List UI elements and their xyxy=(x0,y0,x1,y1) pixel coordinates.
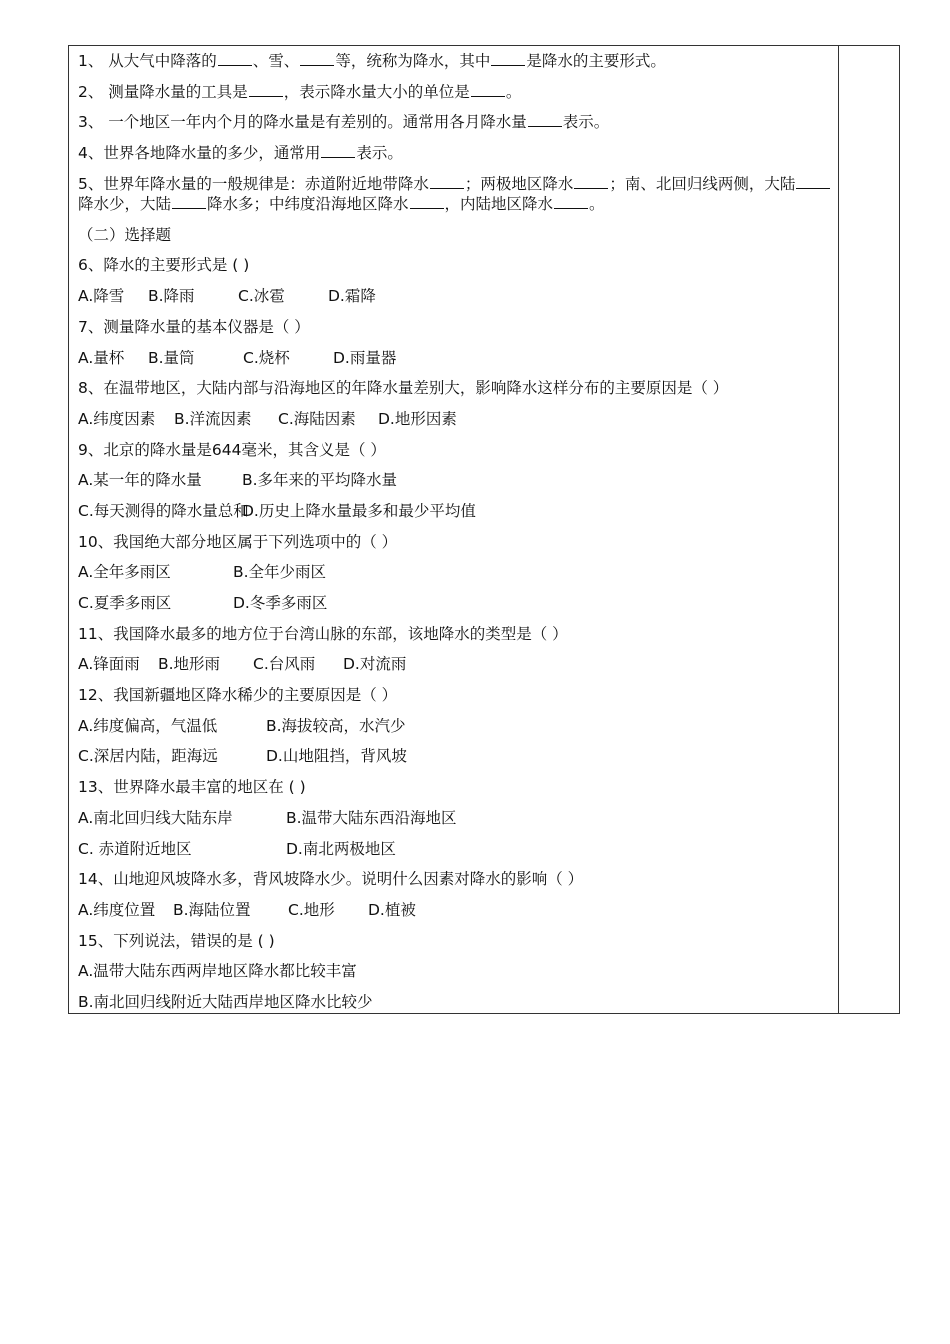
fill-in-section xyxy=(78,46,834,220)
choice-options-row xyxy=(78,404,834,435)
answer-blank[interactable] xyxy=(172,194,206,209)
choice-options-row xyxy=(78,987,834,1018)
question-text: 1、 从大气中降落的 xyxy=(78,52,217,70)
answer-blank[interactable] xyxy=(471,82,505,97)
choice-option[interactable]: A.降雪 xyxy=(78,287,125,306)
choice-option[interactable]: C.每天测得的降水量总和 xyxy=(78,501,249,520)
choice-option[interactable]: C.烧杯 xyxy=(243,348,290,367)
choice-option[interactable]: B.多年来的平均降水量 xyxy=(242,471,398,490)
choice-options-row xyxy=(78,281,834,312)
choice-option[interactable]: D.雨量器 xyxy=(333,348,397,367)
question-text: 5、世界年降水量的一般规律是：赤道附近地带降水 xyxy=(78,174,429,193)
choice-option[interactable]: B.海拔较高，水汽少 xyxy=(266,716,406,735)
choice-option[interactable]: B.洋流因素 xyxy=(174,409,252,428)
choice-option[interactable]: B.量筒 xyxy=(148,348,195,367)
question-text: 表示。 xyxy=(562,113,610,132)
choice-options-row xyxy=(78,557,834,588)
choice-option[interactable]: D.山地阻挡，背风坡 xyxy=(266,747,407,766)
choice-option[interactable]: C.深居内陆，距海远 xyxy=(78,747,218,766)
choice-option[interactable]: D.南北两极地区 xyxy=(286,839,396,858)
fill-in-question xyxy=(78,169,834,220)
section-title: （二）选择题 xyxy=(78,225,172,244)
answer-blank[interactable] xyxy=(218,51,252,66)
choice-option[interactable]: D.地形因素 xyxy=(378,409,457,428)
choice-option[interactable]: A.温带大陆东西两岸地区降水都比较丰富 xyxy=(78,962,357,981)
answer-blank[interactable] xyxy=(528,112,562,127)
question-text: ；南、北回归线两侧，大陆 xyxy=(609,174,796,193)
fill-in-question xyxy=(78,46,834,77)
answer-blank[interactable] xyxy=(321,143,355,158)
choice-question: 14、山地迎风坡降水多，背风坡降水少。说明什么因素对降水的影响（ ） xyxy=(78,870,584,889)
choice-option[interactable]: D.对流雨 xyxy=(343,655,407,674)
choice-option[interactable]: B.地形雨 xyxy=(158,655,221,674)
answer-blank[interactable] xyxy=(491,51,525,66)
choice-option[interactable]: A.南北回归线大陆东岸 xyxy=(78,808,233,827)
choice-option[interactable]: A.全年多雨区 xyxy=(78,563,171,582)
choice-option[interactable]: C.地形 xyxy=(288,900,335,919)
question-text: 2、 测量降水量的工具是 xyxy=(78,82,248,101)
choice-option[interactable]: C. 赤道附近地区 xyxy=(78,839,192,858)
choice-options-row xyxy=(78,649,834,680)
choice-option[interactable]: B.温带大陆东西沿海地区 xyxy=(286,808,457,827)
choice-options-row xyxy=(78,803,834,834)
question-text: 是降水的主要形式。 xyxy=(526,52,666,70)
answer-blank[interactable] xyxy=(796,174,830,189)
fill-in-question xyxy=(78,138,834,169)
choice-options-row xyxy=(78,343,834,374)
choice-options-row xyxy=(78,588,834,619)
answer-blank[interactable] xyxy=(574,174,608,189)
choice-question: 10、我国绝大部分地区属于下列选项中的（ ） xyxy=(78,532,398,551)
fill-in-question xyxy=(78,77,834,108)
choice-option[interactable]: A.某一年的降水量 xyxy=(78,471,202,490)
choice-option[interactable]: A.纬度因素 xyxy=(78,409,156,428)
choice-option[interactable]: A.纬度偏高，气温低 xyxy=(78,716,218,735)
question-text: 3、 一个地区一年内个月的降水量是有差别的。通常用各月降水量 xyxy=(78,113,527,132)
question-text: 等，统称为降水，其中 xyxy=(335,52,491,70)
choice-option[interactable]: D.冬季多雨区 xyxy=(233,594,328,612)
choice-question: 13、世界降水最丰富的地区在 ( ) xyxy=(78,778,306,797)
answer-blank[interactable] xyxy=(430,174,464,189)
choice-options-row xyxy=(78,465,834,496)
question-text: ，内陆地区降水 xyxy=(444,194,554,213)
worksheet-content xyxy=(78,46,834,1018)
choice-options-row xyxy=(78,956,834,987)
answer-blank[interactable] xyxy=(249,82,283,97)
question-text: 。 xyxy=(505,82,522,101)
choice-option[interactable]: C.台风雨 xyxy=(253,655,316,674)
question-text: 降水多；中纬度沿海地区降水 xyxy=(207,194,409,213)
choice-question: 11、我国降水最多的地方位于台湾山脉的东部，该地降水的类型是（ ） xyxy=(78,624,568,643)
fill-in-question xyxy=(78,107,834,138)
choice-question: 8、在温带地区，大陆内部与沿海地区的年降水量差别大，影响降水这样分布的主要原因是（ ） xyxy=(78,379,729,398)
choice-option[interactable]: C.海陆因素 xyxy=(278,409,356,428)
choice-question: 7、测量降水量的基本仪器是（ ） xyxy=(78,317,310,336)
choice-question: 9、北京的降水量是644毫米，其含义是（ ） xyxy=(78,440,386,459)
choice-option[interactable]: D.历史上降水量最多和最少平均值 xyxy=(242,501,476,520)
choice-option[interactable]: A.锋面雨 xyxy=(78,655,140,674)
answer-blank[interactable] xyxy=(410,194,444,209)
question-text: 表示。 xyxy=(356,144,403,163)
choice-option[interactable]: C.夏季多雨区 xyxy=(78,594,172,612)
choice-option[interactable]: D.霜降 xyxy=(328,287,376,306)
answer-blank[interactable] xyxy=(554,194,588,209)
choice-option[interactable]: D.植被 xyxy=(368,900,416,919)
choice-options-row xyxy=(78,496,834,527)
multiple-choice-section xyxy=(78,250,834,1017)
choice-option[interactable]: A.量杯 xyxy=(78,348,125,367)
question-text: ；两极地区降水 xyxy=(464,174,574,193)
choice-option[interactable]: B.海陆位置 xyxy=(173,900,251,919)
choice-option[interactable]: B.降雨 xyxy=(148,287,195,306)
choice-options-row xyxy=(78,711,834,742)
choice-option[interactable]: A.纬度位置 xyxy=(78,900,156,919)
choice-question: 12、我国新疆地区降水稀少的主要原因是（ ） xyxy=(78,686,398,705)
question-text: 4、世界各地降水量的多少，通常用 xyxy=(78,144,321,163)
question-text: 、雪、 xyxy=(252,52,300,70)
choice-options-row xyxy=(78,741,834,772)
choice-options-row xyxy=(78,895,834,926)
question-text: 降水少，大陆 xyxy=(78,194,172,213)
choice-question: 6、降水的主要形式是 ( ) xyxy=(78,256,250,275)
question-text: ，表示降水量大小的单位是 xyxy=(283,82,470,101)
question-text: 。 xyxy=(589,194,605,213)
choice-options-row xyxy=(78,834,834,865)
choice-option[interactable]: C.冰雹 xyxy=(238,287,285,306)
choice-option[interactable]: B.南北回归线附近大陆西岸地区降水比较少 xyxy=(78,992,373,1011)
table-column-divider xyxy=(838,45,839,1014)
choice-question: 15、下列说法，错误的是 ( ) xyxy=(78,931,275,950)
choice-option[interactable]: B.全年少雨区 xyxy=(233,563,327,582)
answer-blank[interactable] xyxy=(300,51,334,66)
